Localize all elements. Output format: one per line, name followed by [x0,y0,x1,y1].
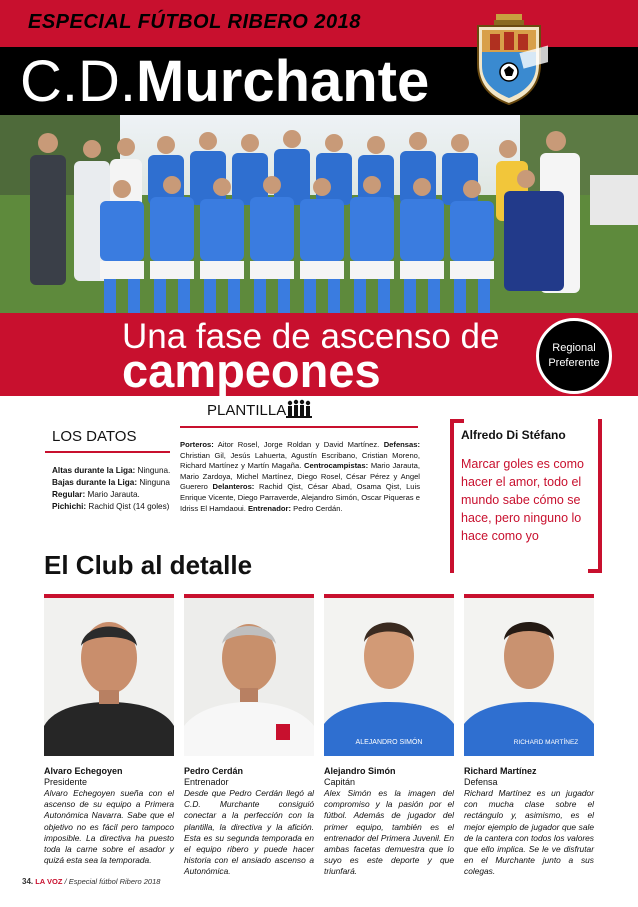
headline-line1: Una fase de ascenso de [122,317,500,356]
profile-card [464,594,594,878]
plantilla-roster: Porteros: Aitor Rosel, Jorge Roldan y David Martínez. Defensas: Christian Gil, Jesús Lahuerta, Agustín Escribano, Cristian Moreno, Richard Martínez y Martín Magaña. Centrocampistas: Mario Jarauta, Mario Zardoya, Michel Martínez, Diego Rosel, César Pérez y Angel Guerero Delanteros: Rachid Qist, César Abad, Osama Qist, Luis Enrique Vicente, Diego Parraverde, Alejandro Simón, Oscar Piqueras e Idriss El Hamdaoui. Entrenador: Pedro Cerdán. [180,440,420,513]
portrait-photo [44,598,174,756]
profile-card [324,594,454,878]
card-bio: Alvaro Echegoyen sueña con el ascenso de su equipo a Primera Autonómica Navarra. Sabe que el objetivo no es fácil pero tampoco imposible. La directiva ha puesto toda la carne sobre el asador y quizá esta sea la temporada. [44,788,174,866]
card-name: Richard Martínez [464,766,537,776]
datos-item: Pichichi: Rachid Qist (14 goles) [52,502,170,511]
headline-line2: campeones [122,344,381,397]
card-bio: Alex Simón es la imagen del compromiso y la pasión por el fútbol. Además de jugador del primer equipo, también es el entrenador del Primera Juvenil. En ambas facetas demuestra que lo suyo es este deporte y que triunfará. [324,788,454,877]
club-prefix: C.D. [20,49,136,114]
newspaper-name: LA VOZ [35,877,63,886]
portrait-photo [464,598,594,756]
badge-line1: Regional [552,342,596,354]
datos-item: Regular: Mario Jarauta. [52,490,140,499]
datos-list [52,465,177,513]
profile-card [44,594,174,866]
card-role: Capitán [324,777,356,787]
badge-line2: Preferente [548,357,600,369]
quote-author: Alfredo Di Stéfano [461,428,566,442]
shirt-name: ALEJANDRO SIMÓN [355,739,423,746]
page-number: 34. [22,877,34,886]
section-kicker: ESPECIAL FÚTBOL RIBERO 2018 [28,11,361,33]
card-bio: Richard Martínez es un jugador con mucha clase sobre el rectángulo y, asimismo, es el mejor ejemplo de jugador que sale de la cantera con todos los valores que ello implica. Se le ve disfrutar en el Murchante junto a sus colegas. [464,788,594,877]
page-footer [22,877,160,886]
card-name: Alejandro Simón [324,766,396,776]
datos-title: LOS DATOS [52,428,137,445]
team-photo [0,115,638,315]
card-bio: Desde que Pedro Cerdán llegó al C.D. Murchante consiguió conectar a la perfección con la plantilla, la directiva y la afición. Esta es su segunda temporada en el equipo ribero y puede hacer historia con el ansiado ascenso a Autonómica. [184,788,314,877]
quote-text: Marcar goles es como hacer el amor, todo el mundo sabe cómo se hace, pero ninguno lo hace como yo [461,457,584,543]
footer-section: / Especial fútbol Ribero 2018 [64,877,161,886]
portrait-photo [324,598,454,756]
shirt-name: RICHARD MARTÍNEZ [513,739,579,746]
datos-item: Altas durante la Liga: Ninguna. [52,466,171,475]
datos-item: Bajas durante la Liga: Ninguna [52,478,170,487]
plantilla-title: PLANTILLA [207,402,287,419]
club-name: Murchante [136,49,430,114]
section-title: El Club al detalle [44,550,253,580]
card-role: Entrenador [184,777,229,787]
card-role: Defensa [464,777,498,787]
profile-card [184,594,314,878]
portrait-photo [184,598,314,756]
plantilla-divider [180,426,418,428]
card-name: Pedro Cerdán [184,766,244,776]
card-name: Alvaro Echegoyen [44,766,123,776]
datos-divider [45,451,170,453]
category-badge [536,318,612,394]
card-role: Presidente [44,777,88,787]
club-crest-icon [470,12,548,106]
team-squad-icon [286,398,312,420]
club-title [20,51,429,113]
